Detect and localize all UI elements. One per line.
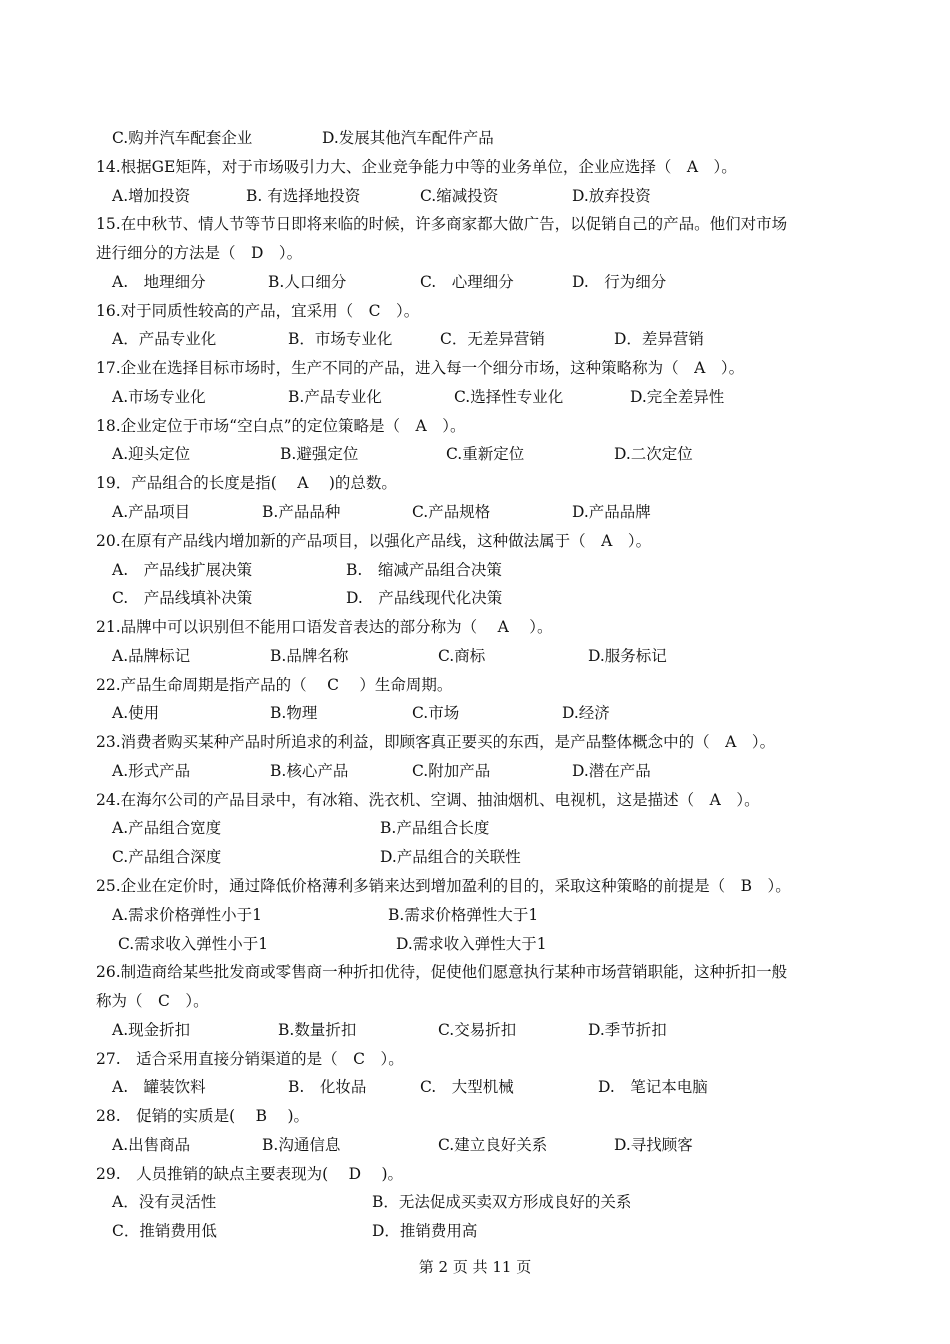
answer-option: D. 行为细分: [572, 273, 667, 291]
answer-option: D.需求收入弹性大于1: [396, 935, 547, 953]
answer-option: B.核心产品: [270, 762, 349, 780]
answer-option: C.市场: [412, 704, 460, 722]
answer-option: C.选择性专业化: [454, 388, 564, 406]
answer-option: D.潜在产品: [572, 762, 651, 780]
question-text: 27. 适合采用直接分销渠道的是（ C ）。: [96, 1050, 404, 1068]
answer-option: A.使用: [112, 704, 160, 722]
answer-option: B．无法促成买卖双方形成良好的关系: [372, 1193, 632, 1211]
question-text: 称为（ C ）。: [96, 992, 209, 1010]
question-text: 16.对于同质性较高的产品，宜采用（ C ）。: [96, 302, 420, 320]
answer-option: A. 罐装饮料: [112, 1078, 206, 1096]
answer-option: B.人口细分: [268, 273, 347, 291]
answer-option: C.产品规格: [412, 503, 491, 521]
answer-option: D.寻找顾客: [614, 1136, 693, 1154]
answer-option: A．产品专业化: [112, 330, 217, 348]
answer-option: B．市场专业化: [288, 330, 393, 348]
answer-option: D. 笔记本电脑: [598, 1078, 708, 1096]
answer-option: D. 产品线现代化决策: [346, 589, 503, 607]
answer-option: C. 大型机械: [420, 1078, 514, 1096]
answer-option: B.物理: [270, 704, 318, 722]
answer-option: B. 化妆品: [288, 1078, 367, 1096]
answer-option: D.经济: [562, 704, 610, 722]
answer-option: A．没有灵活性: [112, 1193, 217, 1211]
answer-option: B.品牌名称: [270, 647, 349, 665]
answer-option: D.产品组合的关联性: [380, 848, 521, 866]
question-text: 20.在原有产品线内增加新的产品项目，以强化产品线，这种做法属于（ A ）。: [96, 532, 652, 550]
answer-option: B. 有选择地投资: [246, 187, 361, 205]
question-text: 22.产品生命周期是指产品的（ C ）生命周期。: [96, 676, 453, 694]
answer-option: B.沟通信息: [262, 1136, 341, 1154]
question-text: 17.企业在选择目标市场时，生产不同的产品，进入每一个细分市场，这种策略称为（ A ）。: [96, 359, 745, 377]
question-text: 23.消费者购买某种产品时所追求的利益，即顾客真正要买的东西，是产品整体概念中的（ A ）。: [96, 733, 776, 751]
question-text: 18.企业定位于市场“空白点”的定位策略是（ A ）。: [96, 417, 466, 435]
question-text: 15.在中秋节、情人节等节日即将来临的时候，许多商家都大做广告，以促销自己的产品。他们对市场: [96, 215, 788, 233]
answer-option: C．无差异营销: [440, 330, 545, 348]
answer-option: B.产品组合长度: [380, 819, 490, 837]
question-text: 29. 人员推销的缺点主要表现为( D )。: [96, 1165, 404, 1183]
answer-option: C.商标: [438, 647, 486, 665]
answer-option: B.需求价格弹性大于1: [388, 906, 539, 924]
question-text: 26.制造商给某些批发商或零售商一种折扣优待，促使他们愿意执行某种市场营销职能，这种折扣一般: [96, 963, 788, 981]
answer-option: C.附加产品: [412, 762, 491, 780]
answer-option: D．推销费用高: [372, 1222, 478, 1240]
question-text: 19．产品组合的长度是指( A )的总数。: [96, 474, 397, 492]
answer-option: C．推销费用低: [112, 1222, 217, 1240]
answer-option: A.产品组合宽度: [112, 819, 222, 837]
answer-option: C.需求收入弹性小于1: [118, 935, 269, 953]
answer-option: B. 缩减产品组合决策: [346, 561, 502, 579]
answer-option: A.需求价格弹性小于1: [112, 906, 262, 924]
answer-option: A.现金折扣: [112, 1021, 191, 1039]
answer-option: D.产品品牌: [572, 503, 651, 521]
answer-option: A.形式产品: [112, 762, 191, 780]
answer-option: C. 产品线填补决策: [112, 589, 253, 607]
answer-option: C. 心理细分: [420, 273, 514, 291]
page-footer: 第 2 页 共 11 页: [418, 1258, 532, 1276]
answer-option: B.产品品种: [262, 503, 341, 521]
answer-option: D.服务标记: [588, 647, 667, 665]
question-text: 21.品牌中可以识别但不能用口语发音表达的部分称为（ A ）。: [96, 618, 553, 636]
answer-option: C.缩减投资: [420, 187, 499, 205]
answer-option: C.交易折扣: [438, 1021, 517, 1039]
answer-option: C.重新定位: [446, 445, 525, 463]
answer-option: A.产品项目: [112, 503, 191, 521]
answer-option: D.放弃投资: [572, 187, 651, 205]
answer-option: A.出售商品: [112, 1136, 191, 1154]
answer-option: B.产品专业化: [288, 388, 382, 406]
answer-option: D.完全差异性: [630, 388, 725, 406]
answer-option: B.数量折扣: [278, 1021, 357, 1039]
answer-option: A. 地理细分: [112, 273, 206, 291]
answer-option: D.季节折扣: [588, 1021, 667, 1039]
answer-option: A. 产品线扩展决策: [112, 561, 253, 579]
answer-option: A.迎头定位: [112, 445, 191, 463]
question-text: 25.企业在定价时，通过降低价格薄利多销来达到增加盈利的目的，采取这种策略的前提是（ B ）。: [96, 877, 791, 895]
question-text: 14.根据GE矩阵，对于市场吸引力大、企业竞争能力中等的业务单位，企业应选择（ A ）。: [96, 158, 737, 176]
answer-option: D.二次定位: [614, 445, 693, 463]
answer-option: A.品牌标记: [112, 647, 191, 665]
answer-option: D.发展其他汽车配件产品: [322, 129, 494, 147]
answer-option: B.避强定位: [280, 445, 359, 463]
answer-option: C.建立良好关系: [438, 1136, 548, 1154]
answer-option: A.市场专业化: [112, 388, 206, 406]
question-text: 24.在海尔公司的产品目录中，有冰箱、洗衣机、空调、抽油烟机、电视机，这是描述（ A ）。: [96, 791, 760, 809]
question-text: 进行细分的方法是（ D ）。: [96, 244, 303, 262]
answer-option: C.购并汽车配套企业: [112, 129, 253, 147]
answer-option: D．差异营销: [614, 330, 704, 348]
question-text: 28. 促销的实质是( B )。: [96, 1107, 309, 1125]
answer-option: C.产品组合深度: [112, 848, 222, 866]
answer-option: A.增加投资: [112, 187, 191, 205]
